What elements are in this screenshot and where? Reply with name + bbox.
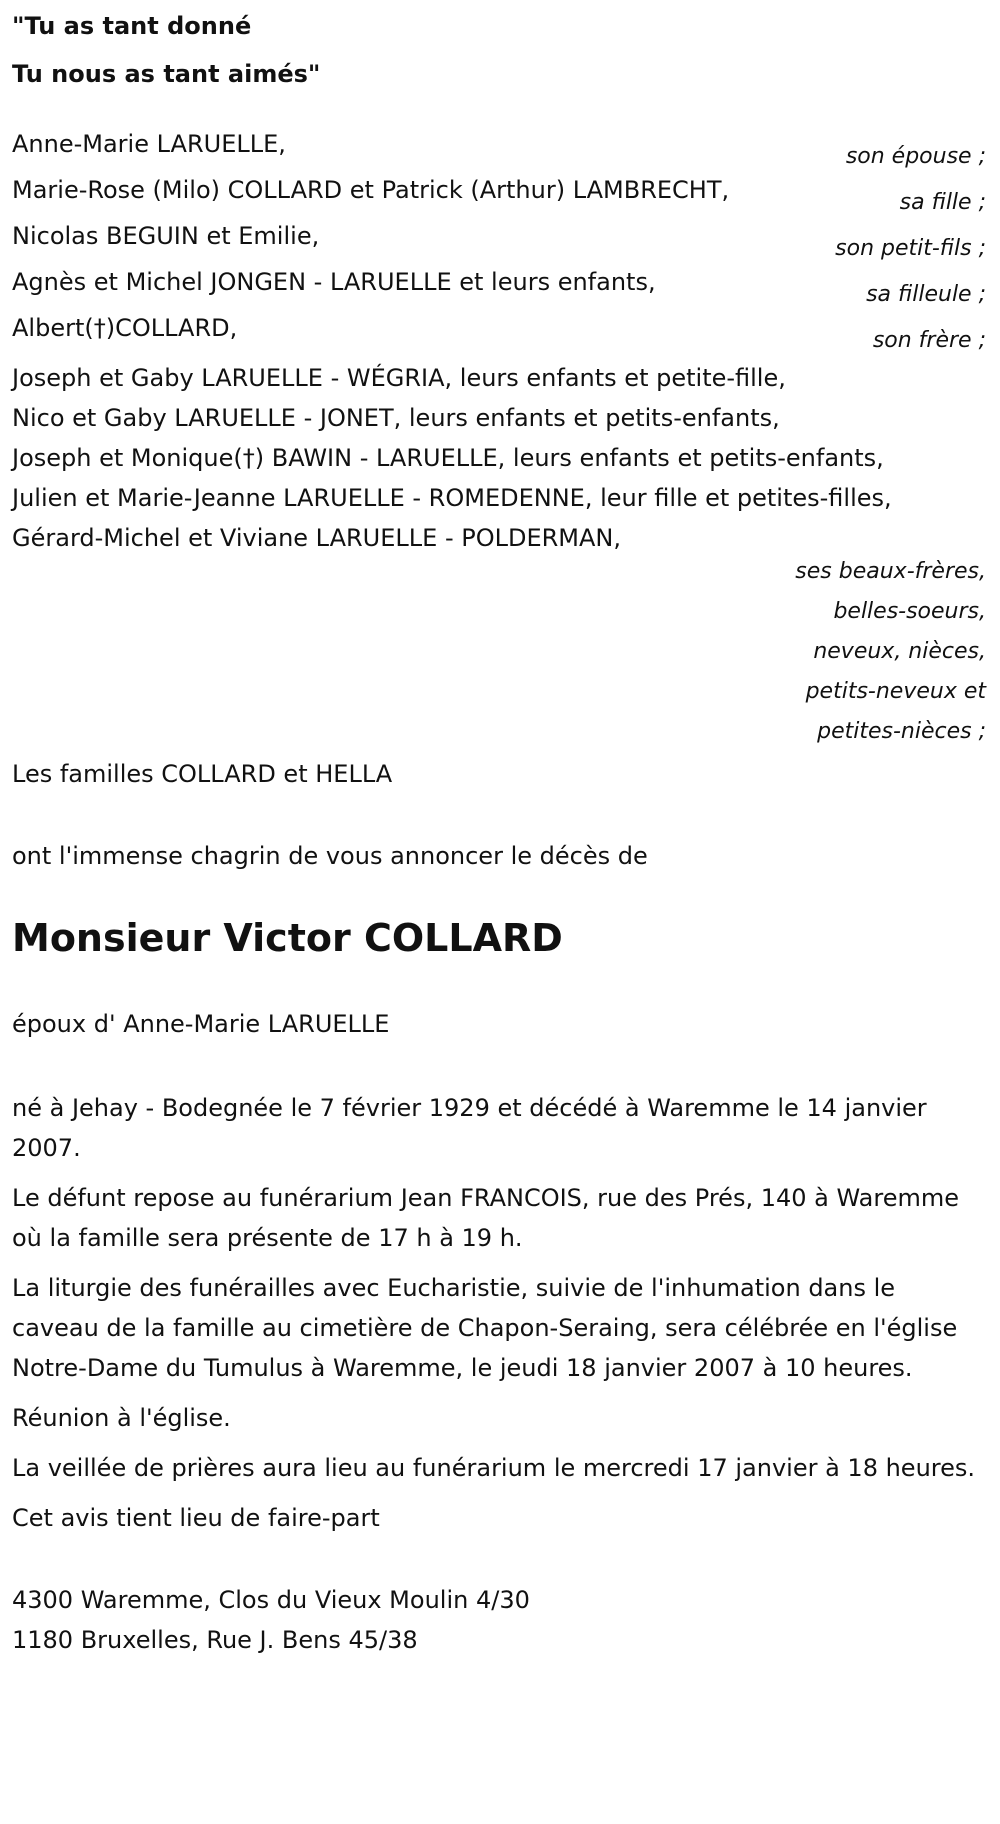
family-entry — [12, 308, 988, 352]
family-member-relation: sa filleule ; — [866, 282, 986, 307]
in-laws-relation-line: petites-nièces ; — [817, 719, 986, 744]
family-entry — [12, 124, 988, 168]
in-laws-relation-line: ses beaux-frères, — [795, 559, 986, 584]
in-law-line: Gérard-Michel et Viviane LARUELLE - POLDERMAN, — [12, 524, 621, 552]
in-laws-relation-line: neveux, nièces, — [813, 639, 986, 664]
family-member-name: Marie-Rose (Milo) COLLARD et Patrick (Arthur) LAMBRECHT, — [12, 176, 730, 204]
epigraph-line-2: Tu nous as tant aimés" — [12, 60, 321, 88]
addresses — [12, 1580, 988, 1660]
family-member-name: Nicolas BEGUIN et Emilie, — [12, 222, 320, 250]
family-entry — [12, 170, 988, 214]
in-law-line: Joseph et Monique(†) BAWIN - LARUELLE, leurs enfants et petits-enfants, — [12, 444, 884, 472]
epigraph-line-1: "Tu as tant donné — [12, 12, 252, 40]
in-law-line: Julien et Marie-Jeanne LARUELLE - ROMEDENNE, leur fille et petites-filles, — [12, 484, 892, 512]
rest-place-paragraph: Le défunt repose au funérarium Jean FRANCOIS, rue des Prés, 140 à Waremme où la famille sera présente de 17 h à 19 h. — [12, 1184, 960, 1252]
spouse-line: époux d' Anne-Marie LARUELLE — [12, 1010, 390, 1038]
family-member-relation: sa fille ; — [899, 190, 986, 215]
in-laws-relation-line: belles-soeurs, — [833, 599, 986, 624]
in-law-line: Joseph et Gaby LARUELLE - WÉGRIA, leurs enfants et petite-fille, — [12, 364, 786, 392]
deceased-name: Monsieur Victor COLLARD — [12, 916, 563, 960]
epigraph — [12, 0, 988, 98]
birth-death-paragraph: né à Jehay - Bodegnée le 7 février 1929 et décédé à Waremme le 14 janvier 2007. — [12, 1094, 927, 1162]
liturgy-paragraph: La liturgie des funérailles avec Eucharistie, suivie de l'inhumation dans le caveau de la famille au cimetière de Chapon-Seraing, sera célébrée en l'église Notre-Dame du Tumulus à Waremme, le jeudi 18 janvier 2007 à 10 heures. — [12, 1274, 958, 1382]
family-entry — [12, 262, 988, 306]
in-laws-relation — [12, 552, 988, 752]
family-member-name: Agnès et Michel JONGEN - LARUELLE et leurs enfants, — [12, 268, 656, 296]
family-member-relation: son épouse ; — [845, 144, 986, 169]
families-line: Les familles COLLARD et HELLA — [12, 760, 393, 788]
in-laws-list — [12, 358, 988, 558]
family-member-name: Albert(†)COLLARD, — [12, 314, 238, 342]
address-line: 1180 Bruxelles, Rue J. Bens 45/38 — [12, 1626, 418, 1654]
closing-note: Cet avis tient lieu de faire-part — [12, 1504, 380, 1532]
vigil-paragraph: La veillée de prières aura lieu au funérarium le mercredi 17 janvier à 18 heures. — [12, 1454, 976, 1482]
family-member-relation: son petit-fils ; — [835, 236, 986, 261]
family-list — [12, 124, 988, 352]
address-line: 4300 Waremme, Clos du Vieux Moulin 4/30 — [12, 1586, 530, 1614]
in-law-line: Nico et Gaby LARUELLE - JONET, leurs enfants et petits-enfants, — [12, 404, 780, 432]
announcement-text: ont l'immense chagrin de vous annoncer le décès de — [12, 842, 648, 870]
meeting-paragraph: Réunion à l'église. — [12, 1404, 231, 1432]
family-member-relation: son frère ; — [872, 328, 986, 353]
family-entry — [12, 216, 988, 260]
in-laws-relation-line: petits-neveux et — [805, 679, 986, 704]
family-member-name: Anne-Marie LARUELLE, — [12, 130, 286, 158]
